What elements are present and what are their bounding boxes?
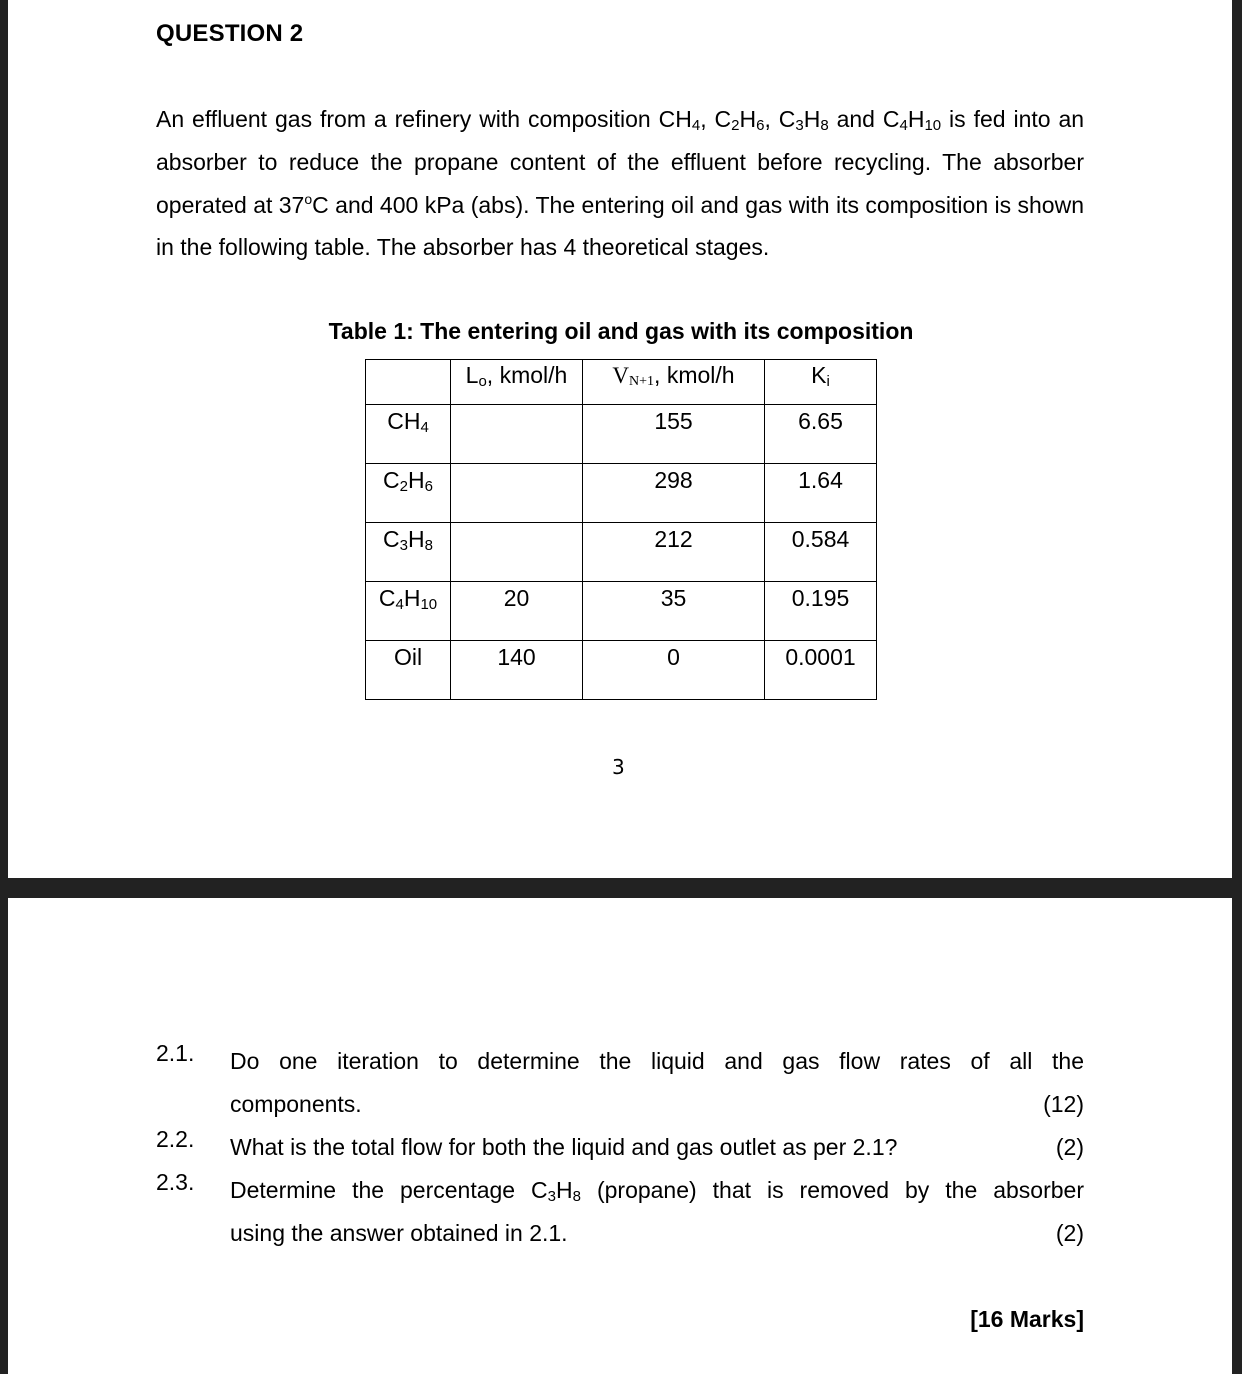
table-row [366, 464, 877, 523]
component-cell: Oil [366, 641, 451, 700]
vn1-cell: 0 [583, 641, 765, 700]
composition-table [365, 359, 877, 700]
lo-cell: 140 [451, 641, 583, 700]
ki-cell: 1.64 [765, 464, 877, 523]
table-row [366, 582, 877, 641]
table-row [366, 523, 877, 582]
subquestion-text: Determine the percentage $C_3H_8$ (propane) that is removed by the absorber using the answer obtained in 2.1. (2) [230, 1169, 1084, 1255]
table-row [366, 405, 877, 464]
vn1-cell: 298 [583, 464, 765, 523]
component-cell: $C_4H_{10}$ [366, 582, 451, 641]
subquestion-text: What is the total flow for both the liquid and gas outlet as per 2.1? (2) [230, 1126, 1084, 1169]
header-vn1: $V_{N+1}$, kmol/h [583, 360, 765, 405]
ki-cell: 0.0001 [765, 641, 877, 700]
lo-cell [451, 464, 583, 523]
document-page-1 [8, 0, 1232, 878]
lo-cell [451, 523, 583, 582]
table-caption: Table 1: The entering oil and gas with its composition [328, 318, 914, 344]
subquestion-marks: (12) [1043, 1090, 1084, 1117]
subquestion-number: 2.1. [156, 1040, 195, 1066]
question-paragraph: An effluent gas from a refinery with composition $CH_4$, $C_2H_6$, $C_3H_8$ and $C_4H_{10}$ is fed into an absorber to reduce the propane content of the effluent before recycling. The absorber operated at 37$^o$C and 400 kPa (abs). The entering oil and gas with its composition is shown in the following table. The absorber has 4 theoretical stages. [156, 106, 1085, 261]
ki-cell: 0.195 [765, 582, 877, 641]
vn1-cell: 212 [583, 523, 765, 582]
lo-cell: 20 [451, 582, 583, 641]
ki-cell: 6.65 [765, 405, 877, 464]
table-row [366, 641, 877, 700]
page-number: 3 [612, 755, 625, 779]
question-title: QUESTION 2 [156, 20, 304, 47]
header-lo: $L_o$, kmol/h [451, 360, 583, 405]
vn1-cell: 35 [583, 582, 765, 641]
component-cell: $CH_4$ [366, 405, 451, 464]
component-cell: $C_2H_6$ [366, 464, 451, 523]
total-marks: [16 Marks] [970, 1306, 1084, 1332]
ki-cell: 0.584 [765, 523, 877, 582]
subquestion-number: 2.3. [156, 1169, 195, 1195]
lo-cell [451, 405, 583, 464]
table-header-row [366, 360, 877, 405]
subquestion-text: Do one iteration to determine the liquid and gas flow rates of all the components. (12) [230, 1040, 1084, 1126]
component-cell: $C_3H_8$ [366, 523, 451, 582]
vn1-cell: 155 [583, 405, 765, 464]
header-ki: $K_i$ [765, 360, 877, 405]
subquestion-number: 2.2. [156, 1126, 195, 1152]
header-component [366, 360, 451, 405]
document-page-2 [8, 898, 1232, 1374]
subquestion-marks: (2) [1055, 1134, 1084, 1160]
subquestion-marks: (2) [1055, 1219, 1084, 1246]
